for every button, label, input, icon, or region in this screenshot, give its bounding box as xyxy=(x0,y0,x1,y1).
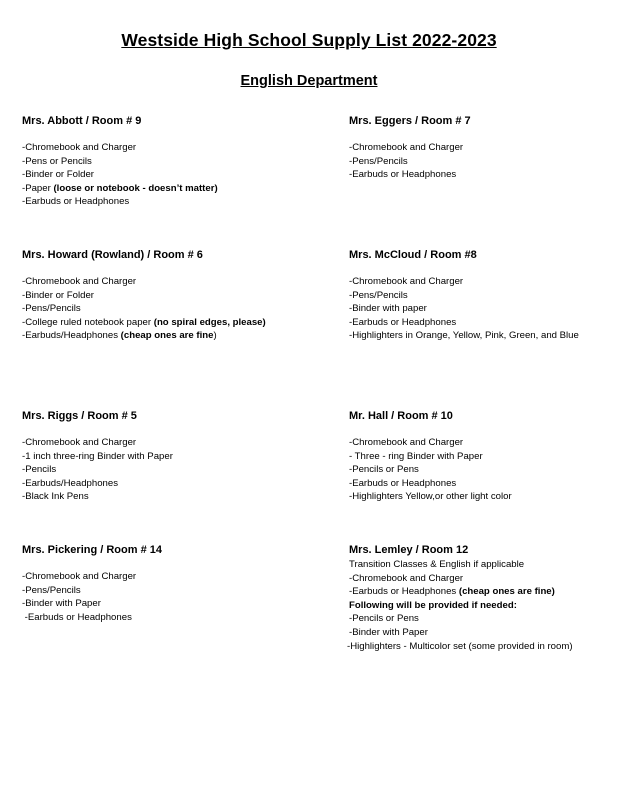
list-item: -Pens or Pencils xyxy=(22,155,92,167)
list-item: -Binder or Folder xyxy=(22,169,94,181)
supply-list xyxy=(22,275,302,343)
list-item: Following will be provided if needed: xyxy=(349,599,517,611)
list-item: -1 inch three-ring Binder with Paper xyxy=(22,450,173,462)
page-title: Westside High School Supply List 2022-2023 xyxy=(121,30,497,50)
list-item: -Chromebook and Charger xyxy=(349,142,464,153)
list-item: -Chromebook and Charger xyxy=(349,572,464,584)
supply-list xyxy=(22,436,302,504)
list-item: -Binder with Paper xyxy=(22,598,101,610)
list-item: -Pencils xyxy=(22,464,57,476)
list-item: -Pens/Pencils xyxy=(349,289,408,301)
teacher-section-riggs xyxy=(22,409,302,504)
list-item: -Highlighters in Orange, Yellow, Pink, Green, and Blue xyxy=(349,330,579,342)
list-item: -Binder with paper xyxy=(349,303,427,315)
teacher-section-abbott xyxy=(22,114,302,209)
supply-list xyxy=(22,570,302,624)
supply-list xyxy=(22,141,302,209)
teacher-section-mccloud xyxy=(349,248,618,343)
teacher-name: Mrs. Pickering / Room # 14 xyxy=(22,544,162,556)
list-item: -Pens/Pencils xyxy=(349,155,408,167)
list-item: -Earbuds or Headphones xyxy=(349,477,457,489)
department-heading: English Department xyxy=(240,73,378,89)
teacher-section-eggers xyxy=(349,114,618,182)
list-item: -Chromebook and Charger xyxy=(22,142,137,153)
list-item: -College ruled notebook paper (no spiral edges, please) xyxy=(22,316,266,328)
list-item: -Earbuds or Headphones (cheap ones are fine) xyxy=(349,586,555,598)
list-item: -Earbuds/Headphones (cheap ones are fine) xyxy=(22,330,217,342)
teacher-name: Mr. Hall / Room # 10 xyxy=(349,410,453,422)
list-item: -Highlighters Yellow,or other light color xyxy=(349,491,512,503)
teacher-name: Mrs. Howard (Rowland) / Room # 6 xyxy=(22,249,203,261)
teacher-section-hall xyxy=(349,409,618,504)
list-item: -Earbuds or Headphones xyxy=(349,169,457,181)
list-item: -Binder or Folder xyxy=(22,289,94,301)
teacher-section-pickering xyxy=(22,543,302,624)
list-item: -Highlighters - Multicolor set (some provided in room) xyxy=(347,640,573,652)
teacher-name: Mrs. Lemley / Room 12 xyxy=(349,544,469,556)
list-item: -Chromebook and Charger xyxy=(22,571,137,582)
list-item: -Pencils or Pens xyxy=(349,613,419,625)
list-item: -Earbuds or Headphones xyxy=(349,316,457,328)
list-item: -Paper (loose or notebook - doesn’t matter) xyxy=(22,182,218,194)
list-item: -Chromebook and Charger xyxy=(349,276,464,287)
teacher-name: Mrs. McCloud / Room #8 xyxy=(349,249,477,261)
teacher-name: Mrs. Riggs / Room # 5 xyxy=(22,410,137,422)
list-item: -Black Ink Pens xyxy=(22,491,89,503)
teacher-name: Mrs. Eggers / Room # 7 xyxy=(349,115,471,127)
list-item: -Chromebook and Charger xyxy=(22,437,137,448)
list-item: -Chromebook and Charger xyxy=(22,276,137,287)
supply-list xyxy=(349,141,618,182)
list-item: -Chromebook and Charger xyxy=(349,437,464,448)
supply-list xyxy=(349,572,618,654)
teacher-section-lemley xyxy=(349,543,618,653)
supply-list xyxy=(349,275,618,343)
list-item: -Earbuds/Headphones xyxy=(22,477,119,489)
list-item: -Pens/Pencils xyxy=(22,303,81,315)
list-item: -Earbuds or Headphones xyxy=(22,196,130,208)
list-item: -Earbuds or Headphones xyxy=(22,611,132,623)
list-item: -Pencils or Pens xyxy=(349,464,419,476)
teacher-name: Mrs. Abbott / Room # 9 xyxy=(22,115,142,127)
list-item: -Binder with Paper xyxy=(349,626,428,638)
teacher-section-howard xyxy=(22,248,302,343)
section-note: Transition Classes & English if applicable xyxy=(349,559,525,570)
list-item: -Pens/Pencils xyxy=(22,584,81,596)
supply-list xyxy=(349,436,618,504)
list-item: - Three - ring Binder with Paper xyxy=(349,450,483,462)
